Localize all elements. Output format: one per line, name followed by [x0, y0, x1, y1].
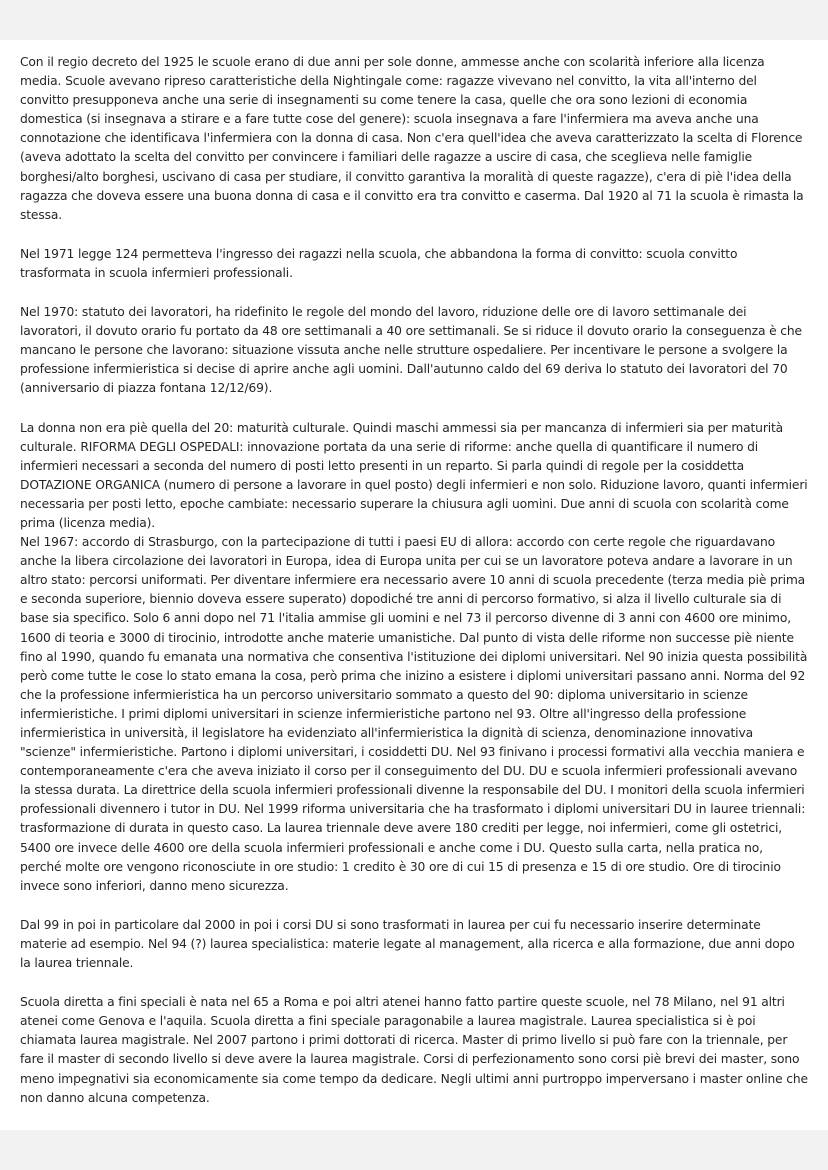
paragraph-scuola-fini-speciali: Scuola diretta a fini speciali è nata nel 65 a Roma e poi altri atenei hanno fatto partire queste scuole, nel 78 Milano, nel 91 altri atenei come Genova e l'aquila. Scuola diretta a fini speciale paragonabile a laurea magistrale. Laurea specialistica si è poi chiamata laurea magistrale. Nel 2007 partono i primi dottorati di ricerca. Master di primo livello si può fare con la triennale, per fare il master di secondo livello si deve avere la laurea magistrale. Corsi di perfezionamento sono corsi piè brevi dei master, sono meno impegnativi sia economicamente sia come tempo da dedicare. Negli ultimi anni purtroppo imperversano i master online che non danno alcuna competenza. — [20, 995, 808, 1105]
paragraph-regio-decreto-1925: Con il regio decreto del 1925 le scuole erano di due anni per sole donne, ammesse anche con scolarità inferiore alla licenza media. Scuole avevano ripreso caratteristiche della Nightingale come: ragazze vivevano nel convitto, la vita all'interno del convitto presupponeva anche una serie di insegnamenti su come tenere la casa, quelle che ora sono lezioni di economia domestica (si insegnava a stirare e a fare tutte cose del genere): scuola insegnava a fare l'infermiera ma aveva anche una connotazione che identificava l'infermiera con la donna di casa. Non c'era quell'idea che aveva caratterizzato la scelta di Florence (aveva adottato la scelta del convitto per convincere i familiari delle ragazze a uscire di casa, che sceglieva nelle famiglie borghesi/alto borghesi, uscivano di casa per studiare, il convitto garantiva la moralità di queste ragazze), c'era di piè l'idea della ragazza che doveva essere una buona donna di casa e il convitto era tra convitto e caserma. Dal 1920 al 71 la scuola è rimasta la stessa. — [20, 55, 804, 222]
paragraph-accordo-strasburgo-1967: Nel 1967: accordo di Strasburgo, con la partecipazione di tutti i paesi EU di allora: accordo con certe regole che riguardavano anche la libera circolazione dei lavoratori in Europa, idea di Europa unita per cui se un lavoratore poteva andare a lavorare in un altro stato: percorsi uniformati. Per diventare infermiere era necessario avere 10 anni di scuola precedente (terza media piè prima e seconda superiore, biennio doveva essere superato) dopodiché tre anni di percorso formativo, si alza il livello culturale sia di base sia specifico. Solo 6 anni dopo nel 71 l'italia ammise gli uomini e nel 73 il percorso divenne di 3 anni con 4600 ore minimo, 1600 di teoria e 3000 di tirocinio, introdotte anche materie umanistiche. Dal punto di vista delle riforme non successe piè niente fino al 1990, quando fu emanata una normativa che consentiva l'istituzione dei diplomi universitari. Nel 90 inizia questa possibilità però come tutte le cose lo stato emana la cosa, però prima che inizino a esistere i diplomi universitari passano anni. Norma del 92 che la professione infermieristica ha un percorso universitario sommato a questo del 90: diploma universitario in scienze infermieristiche. I primi diplomi universitari in scienze infermieristiche partono nel 93. Oltre all'ingresso della professione infermieristica in università, il legislatore ha evidenziato all'infermieristica la dignità di scienza, denominazione innovativa "scienze" infermieristiche. Partono i diplomi universitari, i cosiddetti DU. Nel 93 finivano i processi formativi alla vecchia maniera e contemporaneamente c'era che aveva iniziato il corso per il conseguimento del DU. DU e scuola infermieri professionali avevano la stessa durata. La direttrice della scuola infermieri professionali divenne la responsabile del DU. I monitori della scuola infermieri professionali divennero i tutor in DU. Nel 1999 riforma universitaria che ha trasformato i diplomi universitari DU in lauree triennali: trasformazione di durata in questo caso. La laurea triennale deve avere 180 crediti per legge, noi infermieri, come gli ostetrici, 5400 ore invece delle 4600 ore della scuola infermieri professionali e anche come i DU. Questo sulla carta, nella pratica no, perché molte ore vengono riconosciute in ore studio: 1 credito è 30 ore di cui 15 di presenza e 15 di ore studio. Ore di tirocinio invece sono inferiori, danno meno sicurezza. — [20, 535, 808, 893]
paragraph-laurea-specialistica: Dal 99 in poi in particolare dal 2000 in poi i corsi DU si sono trasformati in laurea per cui fu necessario inserire determinate materie ad esempio. Nel 94 (?) laurea specialistica: materie legate al management, alla ricerca e alla formazione, due anni dopo la laurea triennale. — [20, 917, 795, 971]
paragraph-statuto-lavoratori-1970: Nel 1970: statuto dei lavoratori, ha ridefinito le regole del mondo del lavoro, riduzione delle ore di lavoro settimanale dei lavoratori, il dovuto orario fu portato da 48 ore settimanali a 40 ore settimanali. Se si riduce il dovuto orario la conseguenza è che mancano le persone che lavorano: situazione vissuta anche nelle strutture ospedaliere. Per incentivare le persone a svolgere la professione infermieristica si decise di aprire anche agli uomini. Dall'autunno caldo del 69 deriva lo statuto dei lavoratori del 70 (anniversario di piazza fontana 12/12/69). — [20, 305, 802, 396]
paragraph-riforma-ospedali: La donna non era piè quella del 20: maturità culturale. Quindi maschi ammessi sia per mancanza di infermieri sia per maturità culturale. RIFORMA DEGLI OSPEDALI: innovazione portata da una serie di riforme: anche quella di quantificare il numero di infermieri necessari a seconda del numero di posti letto presenti in un reparto. Si parla quindi di regole per la cosiddetta DOTAZIONE ORGANICA (numero di persone a lavorare in quel posto) degli infermieri e non solo. Riduzione lavoro, quanti infermieri necessaria per posti letto, epoche cambiate: necessario superare la chiusura agli uomini. Due anni di scuola con scolarità come prima (licenza media). — [20, 420, 808, 530]
document-page — [0, 40, 828, 1130]
paragraph-legge-124-1971: Nel 1971 legge 124 permetteva l'ingresso dei ragazzi nella scuola, che abbandona la forma di convitto: scuola convitto trasformata in scuola infermieri professionali. — [20, 246, 738, 280]
